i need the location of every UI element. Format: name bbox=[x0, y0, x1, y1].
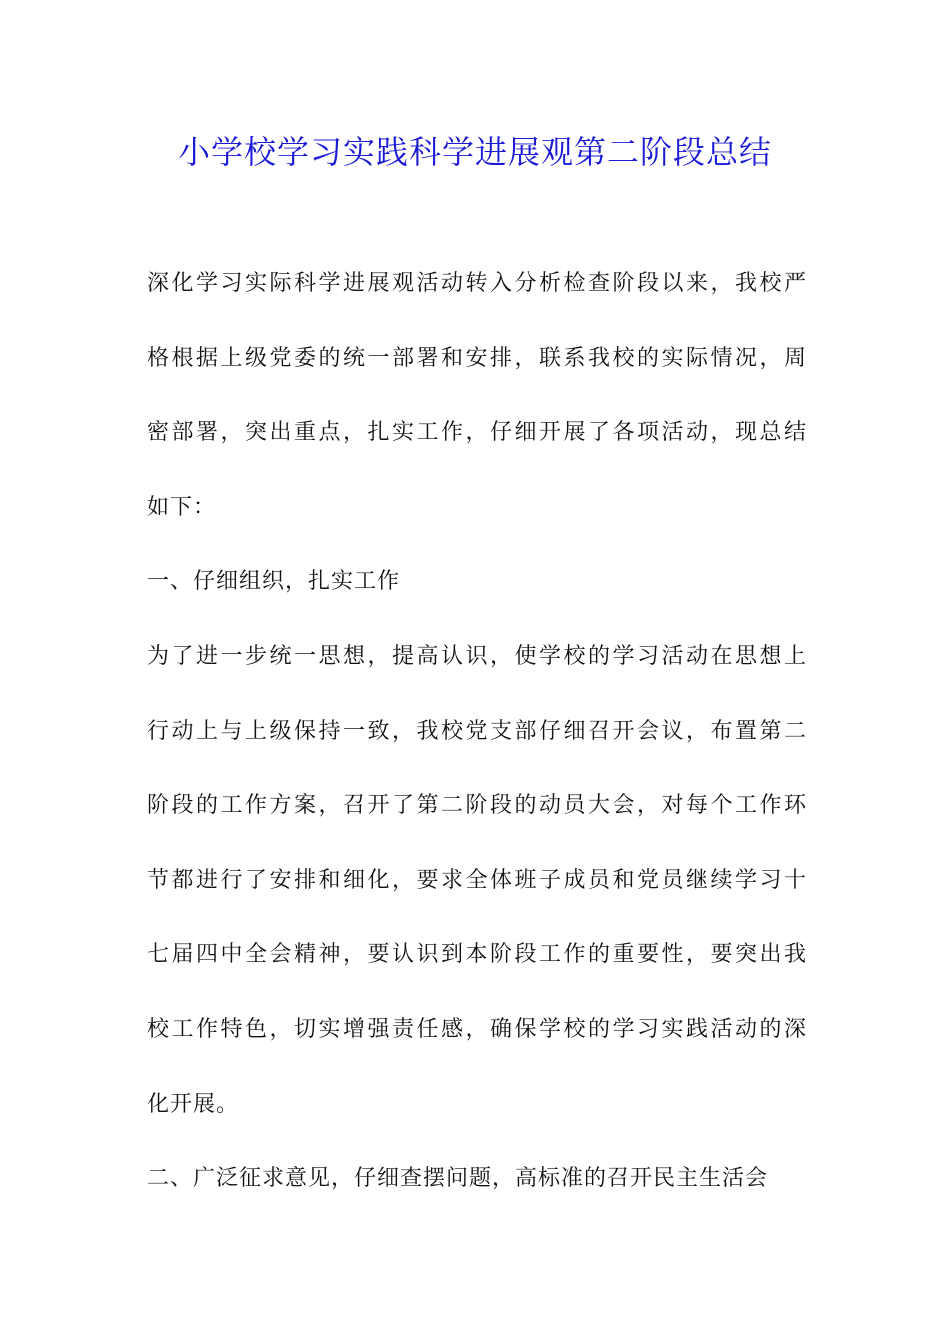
text-line: 化开展。 bbox=[147, 1091, 240, 1117]
text-line: 格根据上级党委的统一部署和安排，联系我校的实际情况，周 bbox=[147, 345, 807, 371]
text-line: 深化学习实际科学进展观活动转入分析检查阶段以来，我校严 bbox=[147, 271, 807, 296]
text-line: 二、广泛征求意见，仔细查摆问题，高标准的召开民主生活会 bbox=[147, 1166, 769, 1192]
text-line: 密部署，突出重点，扎实工作，仔细开展了各项活动，现总结 bbox=[147, 420, 807, 446]
text-line: 阶段的工作方案，召开了第二阶段的动员大会，对每个工作环 bbox=[147, 793, 807, 819]
text-line: 如下： bbox=[147, 494, 217, 520]
text-line: 行动上与上级保持一致，我校党支部仔细召开会议，布置第二 bbox=[147, 718, 807, 744]
document-title: 小学校学习实践科学进展观第二阶段总结 bbox=[177, 133, 772, 171]
text-line: 节都进行了安排和细化，要求全体班子成员和党员继续学习十 bbox=[147, 867, 807, 893]
text-line: 七届四中全会精神，要认识到本阶段工作的重要性，要突出我 bbox=[147, 942, 807, 968]
text-line: 一、仔细组织，扎实工作 bbox=[147, 569, 401, 595]
text-line: 为了进一步统一思想，提高认识，使学校的学习活动在思想上 bbox=[147, 643, 807, 669]
document-body bbox=[147, 262, 807, 1232]
text-line: 校工作特色，切实增强责任感，确保学校的学习实践活动的深 bbox=[147, 1016, 807, 1042]
